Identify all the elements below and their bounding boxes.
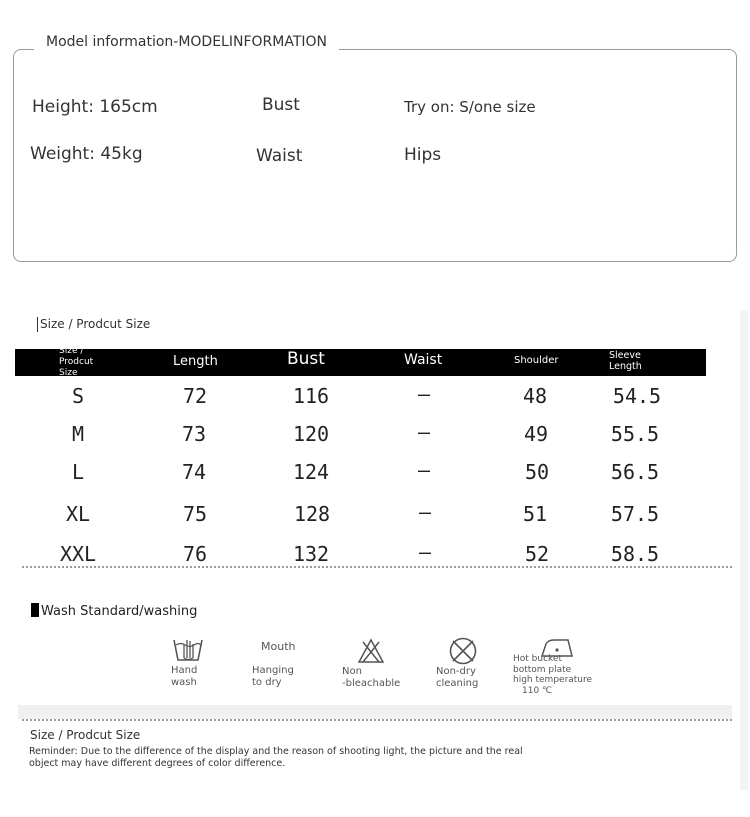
length-l: 74 (181, 460, 207, 484)
size-s: S (71, 384, 85, 408)
size-xxl: XXL (59, 542, 97, 566)
header-sleeve-length: Sleeve Length (609, 350, 642, 372)
sleeve-l: 56.5 (610, 460, 660, 484)
iron-label: Hot bucket bottom plate high temperature 110 ℃ (513, 654, 593, 696)
bust-s: 116 (292, 384, 330, 408)
shoulder-l: 50 (524, 460, 550, 484)
divider-dotted-footer (22, 719, 732, 721)
length-xxl: 76 (182, 542, 208, 566)
size-xl: XL (65, 502, 91, 526)
size-table-title: Size / Prodcut Size (37, 317, 150, 332)
model-waist-label: Waist (256, 146, 303, 166)
reminder-text: Reminder: Due to the difference of the display and the reason of shooting light, the picture and the real object may have different degrees of color difference. (29, 746, 523, 769)
bust-m: 120 (292, 422, 330, 446)
model-try-on: Try on: S/one size (404, 98, 536, 116)
size-m: M (71, 422, 85, 446)
bust-xxl: 132 (292, 542, 330, 566)
wash-strip (18, 705, 732, 719)
header-bust: Bust (287, 349, 325, 369)
hand-wash-icon (172, 634, 204, 664)
shoulder-xl: 51 (522, 502, 548, 526)
model-weight: Weight: 45kg (30, 144, 143, 164)
waist-xxl: — (418, 540, 432, 564)
model-info-legend: Model information-MODELINFORMATION (34, 34, 339, 50)
shoulder-m: 49 (523, 422, 549, 446)
divider-dotted (22, 566, 732, 568)
size-table-header (15, 346, 706, 378)
no-bleach-icon (357, 638, 385, 664)
shoulder-xxl: 52 (524, 542, 550, 566)
non-dry-cleaning-label: Non-dry cleaning (436, 666, 479, 689)
model-hips-label: Hips (404, 145, 442, 165)
title-marker (31, 603, 39, 617)
bust-xl: 128 (293, 502, 331, 526)
hanging-to-dry-label: Hanging to dry (252, 665, 294, 688)
header-size: Size / Prodcut Size (59, 346, 94, 378)
header-waist: Waist (404, 352, 443, 368)
length-s: 72 (182, 384, 208, 408)
non-bleachable-label: Non -bleachable (342, 666, 401, 689)
waist-s: — (417, 382, 431, 406)
hanging-top-label: Mouth (261, 640, 296, 653)
sleeve-m: 55.5 (610, 422, 660, 446)
waist-xl: — (418, 500, 432, 524)
right-edge-strip (740, 310, 748, 790)
header-length: Length (173, 354, 218, 369)
length-m: 73 (181, 422, 207, 446)
waist-l: — (417, 458, 431, 482)
model-bust-label: Bust (262, 95, 300, 115)
size-l: L (71, 460, 85, 484)
bust-l: 124 (292, 460, 330, 484)
hand-wash-label: Hand wash (171, 665, 198, 688)
footer-size-title: Size / Prodcut Size (30, 728, 141, 742)
sleeve-xl: 57.5 (610, 502, 660, 526)
header-shoulder: Shoulder (514, 355, 559, 366)
shoulder-s: 48 (522, 384, 548, 408)
sleeve-xxl: 58.5 (610, 542, 660, 566)
waist-m: — (417, 420, 431, 444)
wash-title: Wash Standard/washing (31, 603, 197, 619)
no-dry-clean-icon (448, 636, 478, 666)
sleeve-s: 54.5 (612, 384, 662, 408)
length-xl: 75 (182, 502, 208, 526)
model-height: Height: 165cm (32, 97, 158, 117)
